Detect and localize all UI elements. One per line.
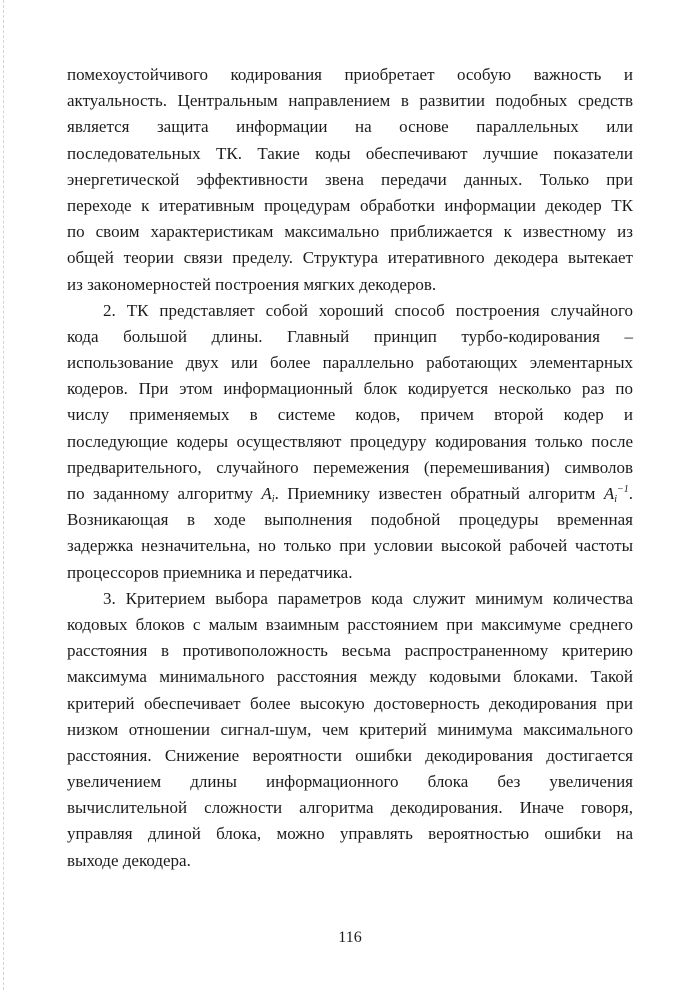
text-line: низком отношении сигнал-шум, чем критерий минимума максимального [67, 719, 633, 739]
formula-base: A [261, 484, 272, 503]
text-line: критерий обеспечивает более высокую достоверность декодирования при [67, 693, 633, 713]
text-line: задержка незначительна, но только при условии высокой рабочей частоты [67, 536, 633, 556]
text-line: вычислительной сложности алгоритма декодирования. Иначе говоря, [67, 798, 633, 818]
text-line: 3. Критерием выбора параметров кода служит минимум количества [103, 588, 633, 608]
text-line: последующие кодеры осуществляют процедуру кодирования только после [67, 431, 633, 451]
text-line: помехоустойчивого кодирования приобретает особую важность и [67, 65, 633, 84]
text-line: кода большой длины. Главный принцип турбо-кодирования – [67, 326, 633, 346]
text-fragment: . [628, 484, 634, 503]
text-line: является защита информации на основе параллельных или [67, 117, 633, 137]
text-line: максимума минимального расстояния между кодовыми блоками. Такой [67, 667, 633, 687]
text-line: последовательных ТК. Такие коды обеспечивают лучшие показатели [67, 143, 633, 163]
text-line: 2. ТК представляет собой хороший способ построения случайного [103, 300, 633, 320]
text-line: энергетической эффективности звена передачи данных. Только при [67, 169, 633, 189]
text-line: использование двух или более параллельно работающих элементарных [67, 353, 633, 373]
formula-inverse-algorithm [604, 484, 629, 503]
text-line: актуальность. Центральным направлением в развитии подобных средств [67, 91, 633, 111]
formula-superscript: −1 [617, 484, 629, 495]
formula-algorithm [261, 484, 274, 503]
text-line: числу применяемых в системе кодов, причем второй кодер и [67, 405, 633, 425]
text-line: кодовых блоков с малым взаимным расстоянием при максимуме среднего [67, 614, 633, 634]
text-line: из закономерностей построения мягких декодеров. [67, 274, 437, 294]
text-line: переходе к итеративным процедурам обработки информации декодер ТК [67, 195, 633, 215]
text-line: расстояния. Снижение вероятности ошибки декодирования достигается [67, 745, 633, 765]
text-line: по своим характеристикам максимально приближается к известному из [67, 222, 633, 242]
text-line: расстояния в противоположность весьма распространенному критерию [67, 641, 633, 661]
text-fragment: по заданному алгоритму [67, 484, 253, 503]
page-number: 116 [338, 929, 362, 946]
text-line-with-formula [67, 481, 633, 507]
text-fragment: . Приемнику известен обратный алгоритм [274, 484, 596, 503]
formula-subscript: i [614, 494, 618, 505]
text-line: увеличением длины информационного блока без увеличения [67, 772, 633, 792]
text-line: кодеров. При этом информационный блок кодируется несколько раз по [67, 379, 633, 399]
formula-base: A [603, 484, 615, 503]
text-line: предварительного, случайного перемежения (перемешивания) символов [67, 457, 633, 477]
page-edge-guide [3, 0, 4, 990]
document-body [67, 62, 633, 874]
text-line: управляя длиной блока, можно управлять вероятностью ошибки на [67, 824, 633, 844]
text-line: выходе декодера. [67, 850, 191, 870]
text-line: Возникающая в ходе выполнения подобной процедуры временная [67, 510, 633, 530]
formula-subscript: i [271, 494, 275, 505]
text-line: общей теории связи пределу. Структура итеративного декодера вытекает [67, 248, 633, 268]
text-line: процессоров приемника и передатчика. [67, 562, 353, 582]
